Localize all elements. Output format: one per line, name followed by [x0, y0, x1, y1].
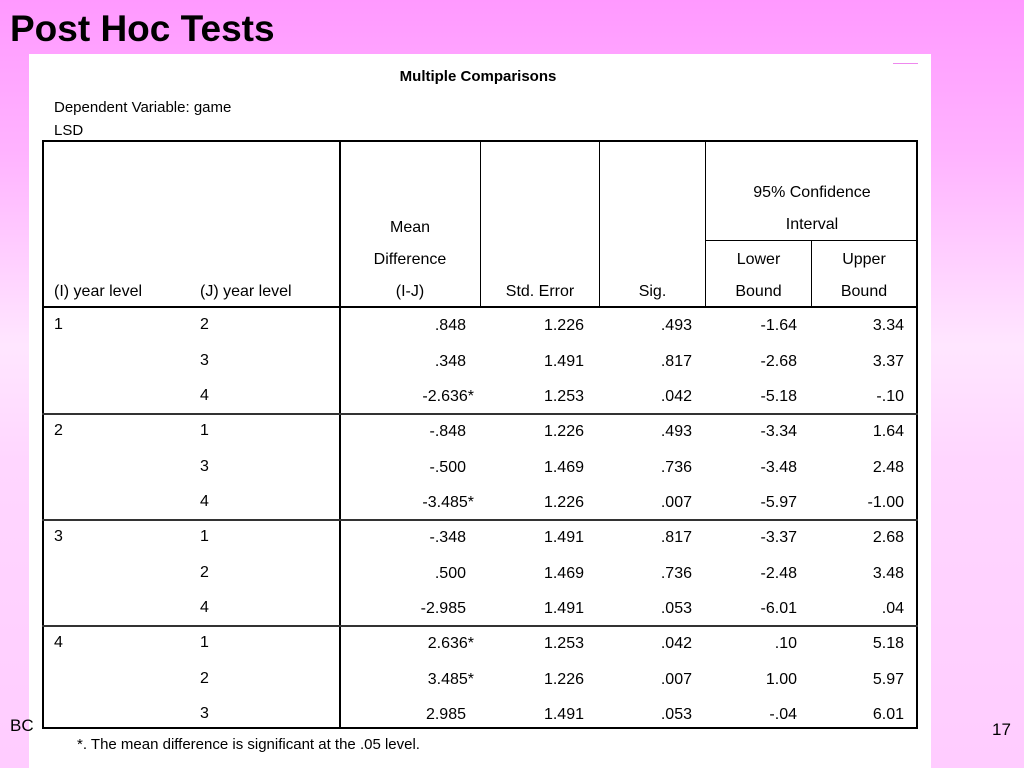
cell-std-error: 1.253 [543, 388, 584, 405]
header-lower-2: Bound [735, 283, 782, 300]
cell-std-error: 1.469 [543, 458, 584, 476]
header-upper-1: Upper [842, 251, 886, 268]
cell-lower-bound: 1.00 [765, 670, 797, 688]
cell-j-level: 1 [200, 634, 209, 651]
page-number: 17 [992, 720, 1011, 739]
header-sig: Sig. [638, 283, 667, 300]
cell-mean-difference: -.500 [429, 458, 466, 476]
cell-std-error: 1.469 [543, 564, 584, 582]
header-j-level: (J) year level [200, 283, 292, 300]
group-rule-3 [42, 625, 918, 627]
cell-sig: .053 [660, 706, 692, 723]
cell-mean-difference: -.848 [429, 423, 466, 440]
cell-lower-bound: -5.18 [760, 388, 797, 405]
cell-mean-difference: -2.985 [420, 600, 466, 617]
cell-sig: .007 [660, 670, 692, 688]
footer-left-text: BC [10, 716, 34, 735]
cell-upper-bound: .04 [881, 600, 904, 617]
cell-std-error: 1.226 [543, 494, 584, 511]
cell-i-level: 4 [54, 634, 63, 651]
cell-std-error: 1.491 [543, 529, 584, 546]
cell-mean-difference: 2.985 [425, 706, 466, 723]
header-lower-1: Lower [736, 251, 781, 268]
header-ci-1: 95% Confidence [753, 184, 871, 201]
ci-subheader-rule [706, 240, 918, 241]
cell-sig: .007 [660, 494, 692, 511]
cell-sig: .736 [660, 564, 692, 582]
cell-j-level: 3 [200, 351, 209, 369]
cell-upper-bound: 1.64 [872, 423, 904, 440]
cell-j-level: 3 [200, 705, 209, 722]
cell-std-error: 1.226 [543, 317, 584, 334]
cell-mean-difference: -.348 [429, 529, 466, 546]
cell-lower-bound: -2.48 [760, 564, 797, 582]
panel-corner-mark [893, 63, 918, 64]
header-upper-2: Bound [840, 283, 888, 300]
cell-upper-bound: 3.34 [872, 317, 904, 334]
cell-j-level: 4 [200, 387, 209, 404]
cell-upper-bound: -1.00 [867, 494, 904, 511]
cell-lower-bound: -1.64 [760, 317, 797, 334]
cell-upper-bound: 2.68 [872, 529, 904, 546]
header-i-level: (I) year level [54, 283, 143, 300]
cell-upper-bound: -.10 [876, 388, 904, 405]
group-rule-1 [42, 413, 918, 415]
dependent-variable-label: Dependent Variable: game [54, 99, 232, 116]
cell-j-level: 3 [200, 457, 209, 475]
cell-lower-bound: -3.48 [760, 458, 797, 476]
cell-j-level: 2 [200, 669, 209, 687]
cell-upper-bound: 3.48 [872, 564, 904, 582]
cell-lower-bound: -3.37 [760, 529, 797, 546]
cell-mean-difference: .348 [434, 352, 466, 370]
cell-i-level: 2 [54, 422, 63, 439]
header-mean-3: (I-J) [395, 283, 425, 300]
cell-i-level: 3 [54, 528, 63, 545]
slide-title: Post Hoc Tests [10, 8, 275, 49]
cell-j-level: 4 [200, 599, 209, 616]
cell-sig: .817 [660, 529, 692, 546]
header-bottom-rule [42, 306, 918, 308]
cell-upper-bound: 5.97 [872, 670, 904, 688]
cell-mean-difference: .848 [434, 317, 466, 334]
cell-i-level: 1 [54, 316, 63, 333]
header-mean-2: Difference [373, 251, 447, 268]
cell-lower-bound: -3.34 [760, 423, 797, 440]
cell-sig: .736 [660, 458, 692, 476]
cell-std-error: 1.491 [543, 352, 584, 370]
cell-upper-bound: 5.18 [872, 635, 904, 652]
table-caption: Multiple Comparisons [399, 68, 557, 85]
cell-sig: .053 [660, 600, 692, 617]
method-label: LSD [54, 122, 84, 139]
cell-std-error: 1.226 [543, 670, 584, 688]
cell-sig: .042 [660, 388, 692, 405]
cell-mean-difference: -2.636* [422, 388, 474, 405]
cell-j-level: 2 [200, 316, 209, 333]
cell-upper-bound: 2.48 [872, 458, 904, 476]
cell-sig: .817 [660, 352, 692, 370]
cell-upper-bound: 6.01 [872, 706, 904, 723]
header-ci-2: Interval [785, 216, 839, 233]
cell-j-level: 4 [200, 493, 209, 510]
cell-upper-bound: 3.37 [872, 352, 904, 370]
cell-j-level: 2 [200, 563, 209, 581]
header-mean-1: Mean [389, 219, 431, 236]
cell-std-error: 1.491 [543, 600, 584, 617]
cell-mean-difference: 2.636* [427, 635, 474, 652]
footnote: *. The mean difference is significant at the .05 level. [77, 736, 420, 753]
cell-lower-bound: -6.01 [760, 600, 797, 617]
cell-lower-bound: .10 [774, 635, 797, 652]
cell-sig: .493 [660, 317, 692, 334]
cell-lower-bound: -.04 [769, 706, 797, 723]
cell-sig: .493 [660, 423, 692, 440]
cell-std-error: 1.253 [543, 635, 584, 652]
cell-mean-difference: -3.485* [422, 494, 474, 511]
group-rule-2 [42, 519, 918, 521]
cell-std-error: 1.491 [543, 706, 584, 723]
header-std-error: Std. Error [505, 283, 575, 300]
cell-lower-bound: -5.97 [760, 494, 797, 511]
cell-sig: .042 [660, 635, 692, 652]
cell-j-level: 1 [200, 528, 209, 545]
cell-std-error: 1.226 [543, 423, 584, 440]
cell-mean-difference: .500 [434, 564, 466, 582]
cell-lower-bound: -2.68 [760, 352, 797, 370]
cell-mean-difference: 3.485* [427, 670, 474, 688]
cell-j-level: 1 [200, 422, 209, 439]
